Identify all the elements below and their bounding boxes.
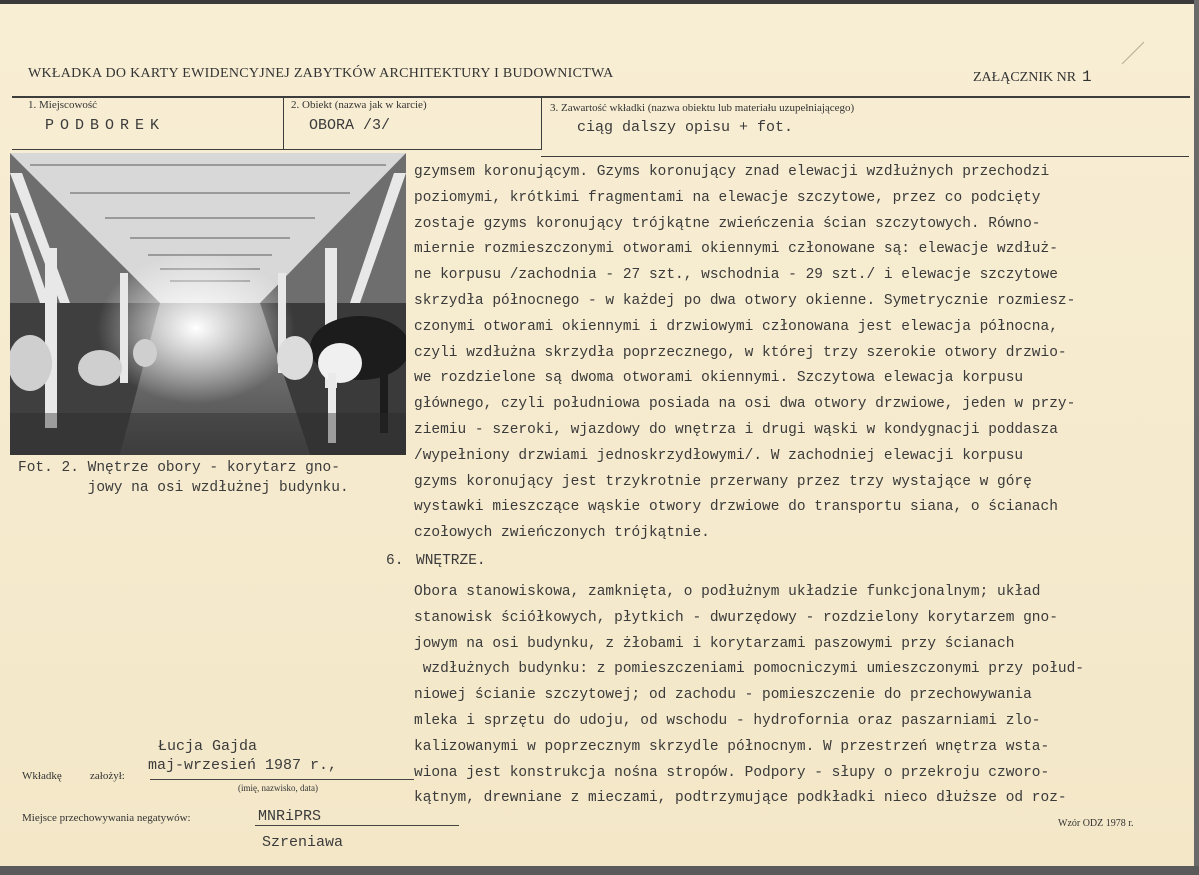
- description-line: czyli wzdłużna skrzydła poprzecznego, w której trzy szerokie otwory drzwio-: [414, 344, 1067, 361]
- section-title: WNĘTRZE.: [416, 553, 486, 569]
- photo-caption: [18, 458, 349, 498]
- annex-label: [973, 68, 1092, 86]
- card-title: WKŁADKA DO KARTY EWIDENCYJNEJ ZABYTKÓW ARCHITEKTURY I BUDOWNICTWA: [28, 66, 614, 81]
- field-divider-2: [541, 97, 542, 149]
- description-line: ne korpusu /zachodnia - 27 szt., wschodnia - 29 szt./ i elewacje szczytowe: [414, 267, 1058, 284]
- object-value: OBORA /3/: [309, 117, 391, 134]
- section-number: 6.: [386, 553, 404, 569]
- interior-line: mleka i sprzętu do udoju, od wschodu - hydrofornia oraz paszarniami zlo-: [414, 712, 1041, 729]
- pencil-mark-icon: [1118, 40, 1148, 66]
- place-value: PODBOREK: [45, 117, 166, 134]
- interior-line: wzdłużnych budynku: z pomieszczeniami pomocniczymi umieszczonymi przy połud-: [414, 661, 1085, 678]
- fields-rule-left: [12, 149, 542, 150]
- description-line: /wypełniony drzwiami jednoskrzydłowymi/. W zachodniej elewacji korpusu: [414, 447, 1024, 464]
- created-by-label: założył:: [90, 770, 125, 782]
- description-line: wystawki mieszczące wąskie otwory drzwiowe do transportu siana, o ścianach: [414, 499, 1058, 516]
- interior-line: kątnym, drewniane z mieczami, podtrzymujące podkładki nieco dłuższe od roz-: [414, 790, 1067, 807]
- card-top-edge: [0, 0, 1199, 4]
- description-text: [414, 160, 1194, 547]
- interior-line: wiona jest konstrukcja nośna stropów. Podpory - słupy o przekroju czworo-: [414, 764, 1050, 781]
- negatives-location-label: Miejsce przechowywania negatywów:: [22, 812, 191, 824]
- form-code: Wzór ODZ 1978 r.: [1058, 818, 1134, 829]
- barn-interior-photo: [10, 153, 406, 455]
- description-line: skrzydła północnego - w każdej po dwa otwory okienne. Symetrycznie rozmiesz-: [414, 292, 1076, 309]
- negatives-line: [255, 825, 459, 826]
- annex-number: 1: [1082, 68, 1092, 86]
- interior-line: stanowisk ściółkowych, płytkich - dwurzędowy - rozdzielony korytarzem gno-: [414, 609, 1058, 626]
- description-line: we rozdzielone są dwoma otworami okiennymi. Szczytowa elewacja korpusu: [414, 370, 1024, 387]
- description-line: głównego, czyli południowa posiada na osi dwa otwory drzwiowe, jeden w przy-: [414, 396, 1076, 413]
- photo-caption-line-2: jowy na osi wzdłużnej budynku.: [18, 480, 349, 496]
- field-divider-1: [283, 97, 284, 149]
- header-rule: [12, 96, 1190, 98]
- interior-description-text: [414, 580, 1194, 812]
- interior-line: Obora stanowiskowa, zamknięta, o podłużnym układzie funkcjonalnym; układ: [414, 584, 1041, 600]
- description-line: czołowych zwieńczonych trójkątnie.: [414, 525, 710, 542]
- author-date: maj-wrzesień 1987 r.,: [148, 757, 338, 774]
- description-line: ziemiu - szeroki, wjazdowy do wnętrza i drugi wąski w kondygnacji poddasza: [414, 421, 1058, 438]
- negatives-location-value: MNRiPRS: [258, 808, 322, 825]
- interior-line: niowej ścianie szczytowej; od zachodu - pomieszczenie do przechowywania: [414, 687, 1032, 704]
- content-value: ciąg dalszy opisu + fot.: [577, 119, 794, 136]
- object-label: 2. Obiekt (nazwa jak w karcie): [291, 99, 427, 111]
- negatives-place: Szreniawa: [262, 834, 344, 851]
- photo-caption-line-1: Fot. 2. Wnętrze obory - korytarz gno-: [18, 460, 340, 476]
- fields-rule-right: [541, 156, 1189, 157]
- insert-label: Wkładkę: [22, 770, 62, 782]
- description-line: poziomymi, krótkimi fragmentami na elewacje szczytowe, przez co podcięty: [414, 189, 1041, 206]
- barn-photo-drawing: [10, 153, 406, 455]
- description-line: gzyms koronujący jest trzykrotnie przerwany przez trzy wystające w górę: [414, 473, 1032, 490]
- interior-line: kalizowanymi w poprzecznym skrzydle północnym. W przestrzeń wnętrza wsta-: [414, 738, 1050, 755]
- description-line: miernie rozmieszczonymi otworami okiennymi członowane są: elewacje wzdłuż-: [414, 241, 1058, 258]
- description-line: gzymsem koronującym. Gzyms koronujący znad elewacji wzdłużnych przechodzi: [414, 164, 1050, 180]
- author-sublabel: (imię, nazwisko, data): [238, 783, 318, 793]
- card-bottom-edge: [0, 866, 1199, 875]
- annex-label-text: ZAŁĄCZNIK NR: [973, 70, 1077, 85]
- author-signature-line: [150, 779, 414, 780]
- card-right-edge: [1194, 0, 1199, 875]
- place-label: 1. Miejscowość: [28, 99, 98, 111]
- description-line: czonymi otworami okiennymi i drzwiowymi członowana jest elewacja północna,: [414, 318, 1058, 335]
- description-line: zostaje gzyms koronujący trójkątne zwieńczenia ścian szczytowych. Równo-: [414, 215, 1041, 232]
- interior-line: jowym na osi budynku, z żłobami i korytarzami paszowymi przy ścianach: [414, 635, 1015, 652]
- author-name: Łucja Gajda: [158, 738, 258, 755]
- content-label: 3. Zawartość wkładki (nazwa obiektu lub materiału uzupełniającego): [550, 102, 855, 114]
